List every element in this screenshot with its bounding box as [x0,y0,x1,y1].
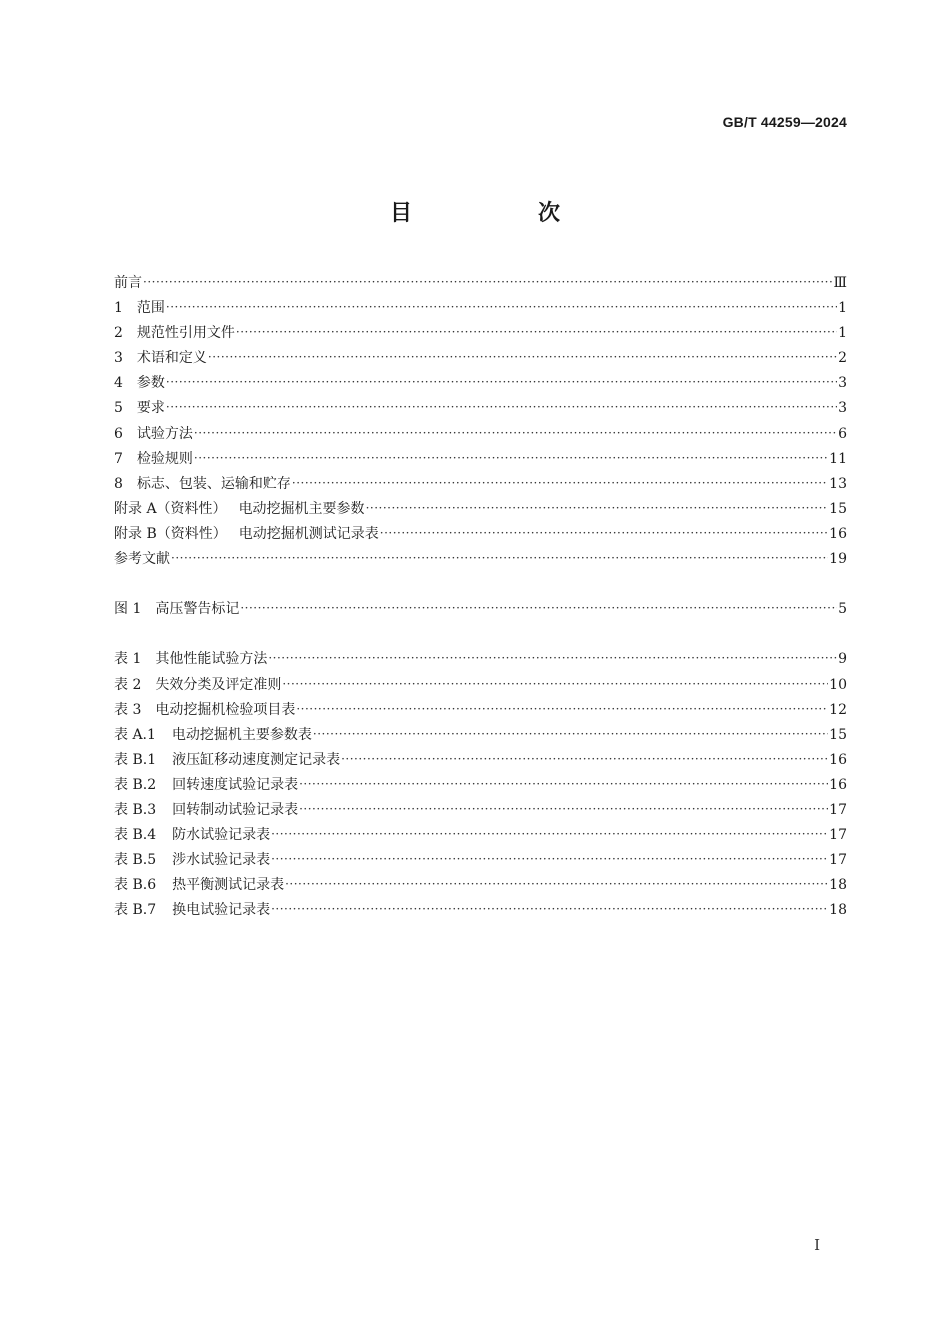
toc-entry-label: 电动挖掘机主要参数表 [171,726,312,743]
toc-entry-label: 液压缸移动速度测定记录表 [172,751,341,768]
toc-entry[interactable] [114,597,847,622]
toc-entry-label: 回转速度试验记录表 [172,776,299,793]
leader-dots [313,722,828,747]
toc-entry[interactable] [114,723,847,748]
toc-entry-page: 15 [829,726,847,743]
toc-entry-label: 前言 [114,275,142,291]
toc-entry-label: 其他性能试验方法 [155,651,268,668]
toc-entry[interactable] [114,472,847,497]
toc-entry-number: 表 1 [114,651,142,668]
toc-entry-label: 电动挖掘机测试记录表 [238,525,379,542]
toc-entry-number: 表 B.4 [114,827,157,844]
toc-entry-number: 5 [114,400,123,417]
toc-entry-page: 16 [829,776,847,793]
toc-entry[interactable] [114,522,847,547]
page-title: 目 次 [389,201,612,226]
toc-entry-number: 表 B.1 [114,751,157,768]
leader-dots [208,345,837,370]
leader-dots [299,797,828,822]
leader-dots [341,747,828,772]
toc-entry-label: 失效分类及评定准则 [155,676,282,693]
toc-entry-label: 涉水试验记录表 [172,852,271,869]
toc-entry-number: 1 [114,300,123,317]
toc-entry-label: 热平衡测试记录表 [172,877,285,894]
toc-entry-label: 参考文献 [114,551,170,568]
toc-entry-page: 16 [829,751,847,768]
toc-entry-number: 表 B.7 [114,902,157,919]
toc-entry[interactable] [114,698,847,723]
toc-entry-number: 2 [114,325,123,342]
toc-entry[interactable] [114,773,847,798]
leader-dots [296,697,828,722]
toc-entry-page: 18 [829,877,847,894]
toc-entry[interactable] [114,321,847,346]
toc-entry[interactable] [114,497,847,522]
leader-dots [271,897,828,922]
toc-entry-page: 2 [838,350,847,367]
toc-entry-page: 3 [838,375,847,392]
toc-entry-number: 表 3 [114,701,142,718]
toc-entry[interactable] [114,396,847,421]
toc-entry[interactable] [114,647,847,672]
toc-entry-page: 1 [838,300,847,317]
toc-entry-number: 8 [114,475,123,492]
toc-entry-label: 参数 [136,375,165,392]
toc-entry-number: 7 [114,450,123,467]
toc-entry-label: 术语和定义 [136,350,207,367]
toc-entry-number: 表 B.3 [114,801,157,818]
leader-dots [194,421,837,446]
toc-entry-label: 电动挖掘机检验项目表 [155,701,296,718]
toc-tables-section [114,647,847,923]
leader-dots [299,772,828,797]
toc-entry-label: 电动挖掘机主要参数 [238,500,365,517]
toc-entry[interactable] [114,422,847,447]
toc-entry-page: 1 [838,325,847,342]
toc-entry-number: 表 B.6 [114,877,157,894]
leader-dots [268,646,837,671]
toc-entry-label: 试验方法 [136,425,193,442]
standard-code: GB/T 44259—2024 [722,114,847,130]
toc-entry-label: 高压警告标记 [155,601,240,618]
toc-entry-label: 检验规则 [136,450,193,467]
section-gap [114,622,847,647]
toc-entry-page: 10 [829,676,847,693]
leader-dots [171,546,828,571]
toc-entry-number: 3 [114,350,123,367]
leader-dots [285,872,828,897]
toc-entry-number: 附录 A（资料性） [114,500,227,517]
toc-contents-section [114,271,847,572]
toc-entry-page: 11 [829,450,847,467]
toc-entry[interactable] [114,547,847,572]
toc-entry-number: 图 1 [114,601,142,618]
toc-entry-label: 换电试验记录表 [172,902,271,919]
toc-entry-page: 3 [838,400,847,417]
toc-entry[interactable] [114,873,847,898]
toc-entry[interactable] [114,748,847,773]
toc-entry[interactable] [114,371,847,396]
toc-entry-page: 16 [829,525,847,542]
leader-dots [166,370,837,395]
toc-entry-page: 17 [829,801,847,818]
toc-entry-number: 表 A.1 [114,726,156,743]
toc-entry-page: 18 [829,902,847,919]
toc-entry[interactable] [114,271,847,296]
leader-dots [271,822,828,847]
leader-dots [236,320,837,345]
leader-dots [194,446,828,471]
leader-dots [292,471,828,496]
toc-entry[interactable] [114,898,847,923]
leader-dots [282,672,828,697]
toc-entry-page: 17 [829,852,847,869]
toc-entry-label: 防水试验记录表 [172,827,271,844]
toc-entry-page: 15 [829,500,847,517]
toc-entry-page: 12 [829,701,847,718]
toc-entry-number: 表 B.5 [114,852,157,869]
toc-entry[interactable] [114,296,847,321]
table-of-contents [114,271,847,923]
toc-entry[interactable] [114,823,847,848]
toc-entry[interactable] [114,447,847,472]
toc-entry[interactable] [114,346,847,371]
toc-entry-page: 6 [838,425,847,442]
toc-entry-label: 要求 [136,400,165,417]
toc-entry-number: 6 [114,425,123,442]
toc-entry[interactable] [114,848,847,873]
toc-entry-number: 4 [114,375,123,392]
toc-entry-label: 回转制动试验记录表 [172,801,299,818]
leader-dots [143,270,832,295]
section-gap [114,572,847,597]
toc-entry-label: 范围 [136,300,165,317]
toc-entry[interactable] [114,673,847,698]
toc-figures-section [114,597,847,622]
leader-dots [380,521,828,546]
leader-dots [166,395,837,420]
toc-entry[interactable] [114,798,847,823]
toc-entry-page: 5 [838,601,847,618]
toc-entry-page: 19 [829,551,847,568]
leader-dots [366,496,829,521]
toc-entry-page: Ⅲ [833,275,847,291]
page-number: Ⅰ [814,1236,820,1254]
toc-entry-label: 规范性引用文件 [136,325,235,342]
toc-entry-number: 附录 B（资料性） [114,525,227,542]
toc-entry-page: 17 [829,827,847,844]
leader-dots [271,847,828,872]
toc-entry-page: 13 [829,475,847,492]
toc-entry-number: 表 2 [114,676,142,693]
toc-entry-number: 表 B.2 [114,776,157,793]
toc-entry-page: 9 [838,651,847,668]
leader-dots [166,295,837,320]
toc-entry-label: 标志、包装、运输和贮存 [136,475,291,492]
leader-dots [240,596,837,621]
